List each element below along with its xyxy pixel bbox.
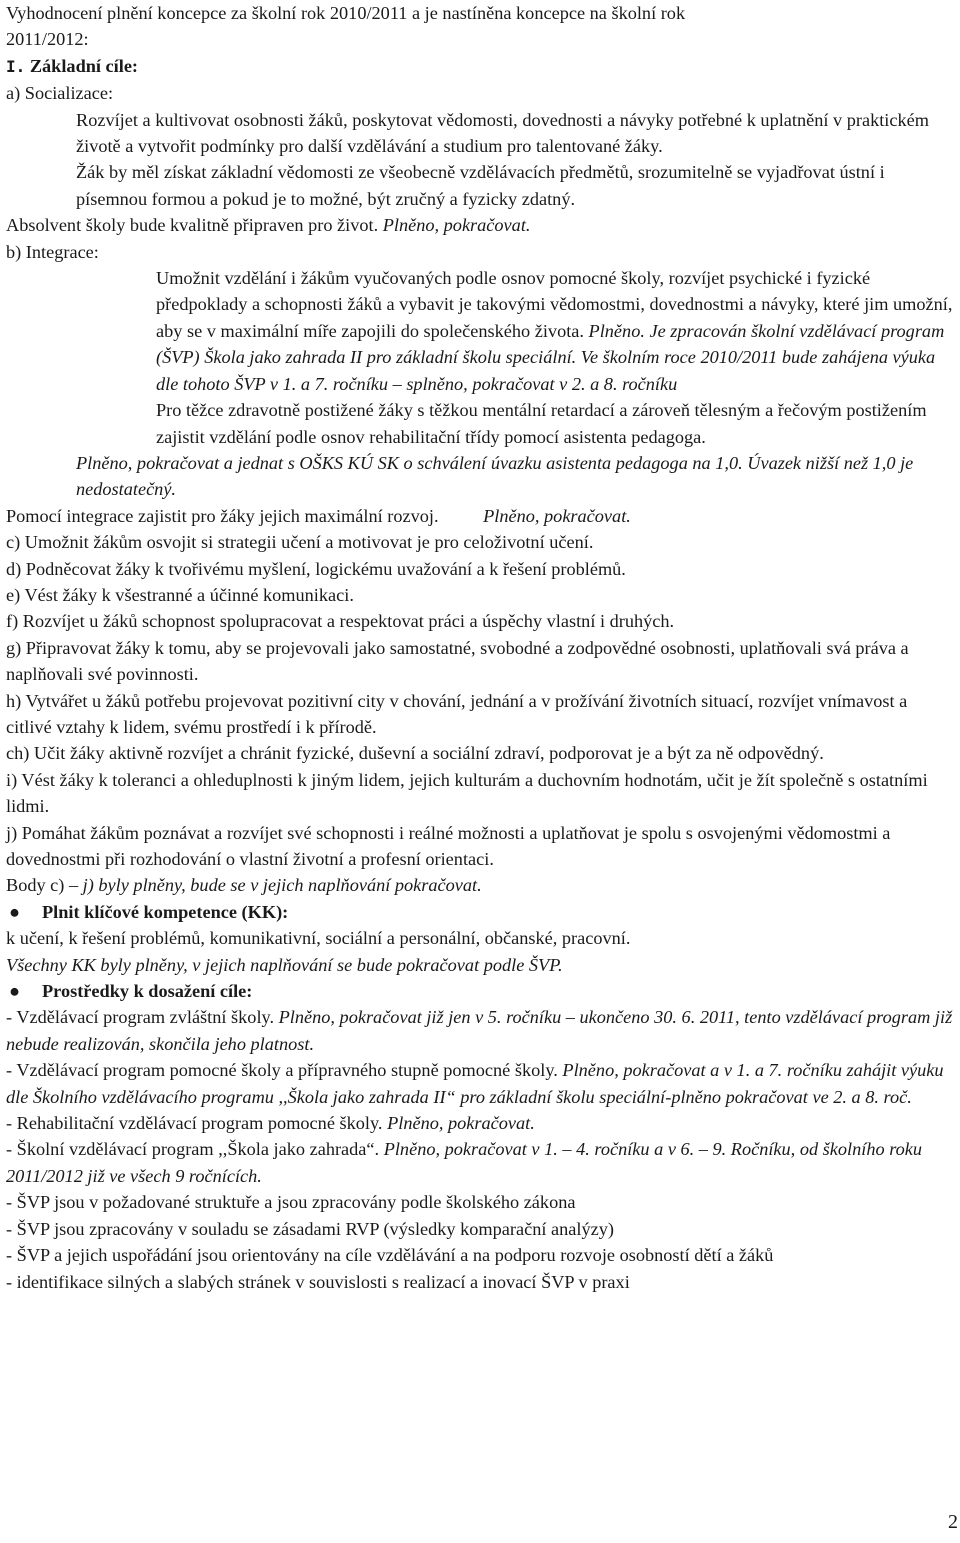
document-page xyxy=(6,0,954,1295)
body-summary-label: Body c) xyxy=(6,875,65,896)
heading-line-1: Vyhodnocení plnění koncepce za školní rok 2010/2011 a je nastíněna koncepce na školní rok xyxy=(6,3,686,23)
paragraph-b3-text: Pomocí integrace zajistit pro žáky jejich maximální rozvoj. xyxy=(6,505,439,526)
means-item-3 xyxy=(6,1110,954,1136)
body-summary-eval: – j) byly plněny, bude se v jejich naplňování pokračovat. xyxy=(64,875,482,896)
means-title: Prostředky k dosažení cíle: xyxy=(42,981,253,1002)
section-title: Základní cíle: xyxy=(29,55,139,76)
means-item-2 xyxy=(6,1057,954,1110)
heading xyxy=(6,0,954,53)
goal-j: j) Pomáhat žákům poznávat a rozvíjet své schopnosti i reálné možnosti a uplatňovat je spolu s osvojenými vědomostmi a dovednostmi při rozhodování o vlastní životní a profesní orientaci. xyxy=(6,822,891,869)
paragraph-b1 xyxy=(6,265,954,397)
body-summary xyxy=(6,872,954,898)
kk-list: k učení, k řešení problémů, komunikativní, sociální a personální, občanské, pracovní. xyxy=(6,928,631,949)
means-item-5: - ŠVP jsou v požadované struktuře a jsou zpracovány podle školského zákona xyxy=(6,1192,576,1213)
means-item-7: - ŠVP a jejich uspořádání jsou orientovány na cíle vzdělávání a na podporu rozvoje osobností dětí a žáků xyxy=(6,1245,774,1266)
means-item-3-eval: Plněno, pokračovat. xyxy=(387,1113,535,1134)
goal-g: g) Připravovat žáky k tomu, aby se projevovali jako samostatné, svobodné a zodpovědné osobnosti, uplatňovali svá práva a naplňovali své povinnosti. xyxy=(6,637,909,685)
label-socializace: a) Socializace: xyxy=(6,83,114,104)
paragraph-a2: Žák by měl získat základní vědomosti ze všeobecně vzdělávacích předmětů, srozumitelně se vyjadřovat ústní i písemnou formou a pokud je to možné, být zručný a fyzicky zdatný. xyxy=(76,162,885,209)
paragraph-a3 xyxy=(6,212,954,238)
paragraph-a1: Rozvíjet a kultivovat osobnosti žáků, poskytovat vědomosti, dovednosti a návyky potřebné k uplatnění v praktickém životě a vytvořit podmínky pro další vzdělávání a studium pro talentované žáky. xyxy=(76,109,929,157)
means-item-4-eval: Plněno, pokračovat v 1. – 4. ročníku a v 6. – 9. Ročníku, od školního roku 2011/2012 již ve všech 9 ročnících. xyxy=(6,1139,923,1186)
kk-evaluation: Všechny KK byly plněny, v jejich naplňování se bude pokračovat podle ŠVP. xyxy=(6,954,563,975)
paragraph-b1-text: Umožnit vzdělání i žákům vyučovaných podle osnov pomocné školy, rozvíjet psychické i fyzické předpoklady a schopnosti žáků a vybavit je takovými vědomostmi, dovednostmi a návyky, které jim umožní, aby se v maximální míře zapojili do společenského života. xyxy=(156,268,953,341)
bullet-means-heading xyxy=(6,978,954,1004)
goal-f: f) Rozvíjet u žáků schopnost spolupracovat a respektovat práci a úspěchy vlastní i druhých. xyxy=(6,611,675,632)
paragraph-b3 xyxy=(6,503,954,529)
evaluation-b1: Plněno. Je zpracován školní vzdělávací program (ŠVP) Škola jako zahrada II pro základní školu speciální. Ve školním roce 2010/2011 bude zahájena výuka dle tohoto ŠVP v 1. a 7. ročníku – splněno, pokračovat v 2. a 8. ročníku xyxy=(156,320,945,394)
goal-i: i) Vést žáky k toleranci a ohleduplnosti k jiným lidem, jejich kulturám a duchovním hodnotám, učit je žít společně s ostatními lidmi. xyxy=(6,769,928,817)
goal-ch: ch) Učit žáky aktivně rozvíjet a chránit fyzické, duševní a sociální zdraví, podporovat je a být za ně odpovědný. xyxy=(6,743,824,764)
goal-d: d) Podněcovat žáky k tvořivému myšlení, logickému uvažování a k řešení problémů. xyxy=(6,558,626,579)
evaluation-b2: Plněno, pokračovat a jednat s OŠKS KÚ SK o schválení úvazku asistenta pedagoga na 1,0. Úvazek nižší než 1,0 je nedostatečný. xyxy=(76,452,914,500)
page-number: 2 xyxy=(948,1510,958,1533)
heading-line-2: 2011/2012: xyxy=(6,29,89,50)
section-heading xyxy=(6,53,954,80)
means-item-1-eval: Plněno, pokračovat již jen v 5. ročníku – ukončeno 30. 6. 2011, tento vzdělávací program již nebude realizován, skončila jeho platnost. xyxy=(6,1007,953,1054)
means-item-1 xyxy=(6,1004,954,1057)
means-item-4-text: - Školní vzdělávací program ,,Škola jako zahrada“. xyxy=(6,1139,380,1160)
means-item-1-text: - Vzdělávací program zvláštní školy. xyxy=(6,1007,275,1028)
kk-title: Plnit klíčové kompetence (KK): xyxy=(42,901,289,922)
means-item-8: - identifikace silných a slabých stránek v souvislosti s realizací a inovací ŠVP v praxi xyxy=(6,1271,630,1292)
goal-c: c) Umožnit žákům osvojit si strategii učení a motivovat je pro celoživotní učení. xyxy=(6,532,594,553)
paragraph-b2 xyxy=(6,397,954,450)
means-item-2-text: - Vzdělávací program pomocné školy a přípravného stupně pomocné školy. xyxy=(6,1060,558,1081)
means-item-3-text: - Rehabilitační vzdělávací program pomocné školy. xyxy=(6,1113,383,1134)
bullet-icon: ● xyxy=(9,901,21,922)
goal-e: e) Vést žáky k všestranné a účinné komunikaci. xyxy=(6,584,354,605)
section-roman-numeral: I. xyxy=(6,56,26,76)
means-item-2-eval: Plněno, pokračovat a v 1. a 7. ročníku zahájit výuku dle Školního vzdělávacího programu ,,Škola jako zahrada II“ pro základní školu speciální-plněno pokračovat ve 2. a 8. roč. xyxy=(6,1060,944,1107)
label-integrace: b) Integrace: xyxy=(6,241,99,262)
goal-h: h) Vytvářet u žáků potřebu projevovat pozitivní city v chování, jednání a v prožívání životních situací, rozvíjet vnímavost a citlivé vztahy k lidem, svému prostředí i k přírodě. xyxy=(6,690,908,737)
means-item-6: - ŠVP jsou zpracovány v souladu se zásadami RVP (výsledky komparační analýzy) xyxy=(6,1218,614,1239)
bullet-kk-heading xyxy=(6,899,954,925)
paragraph-b2-text: Pro těžce zdravotně postižené žáky s těžkou mentální retardací a zároveň tělesným a řečovým postižením zajistit vzdělání podle osnov rehabilitační třídy pomocí asistenta pedagoga. xyxy=(156,400,927,447)
evaluation-b3: Plněno, pokračovat. xyxy=(483,505,631,526)
evaluation-a3: Plněno, pokračovat. xyxy=(382,215,531,236)
paragraph-a3-text: Absolvent školy bude kvalitně připraven pro život. xyxy=(6,215,379,236)
bullet-icon: ● xyxy=(9,981,21,1002)
means-item-4 xyxy=(6,1136,954,1189)
